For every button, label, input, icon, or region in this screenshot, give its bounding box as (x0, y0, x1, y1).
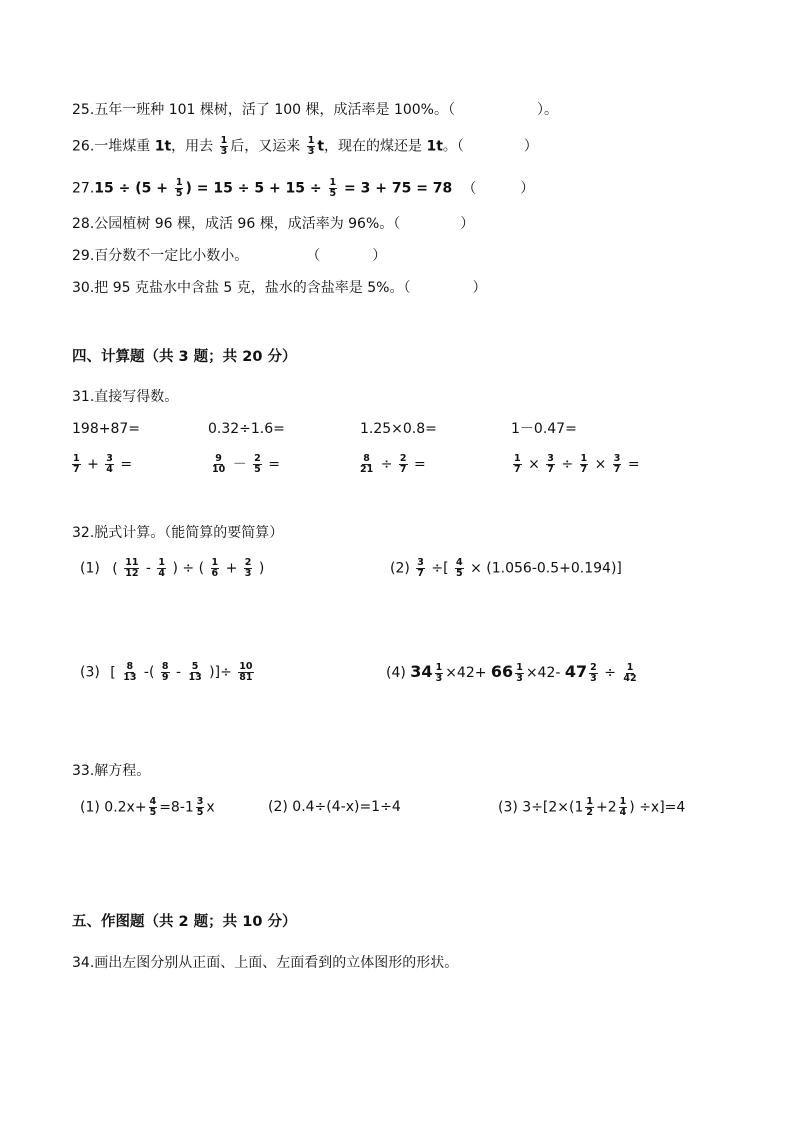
fraction: $\frac{1}{3}$ (435, 661, 443, 684)
question-text: 后，又运来 (230, 138, 305, 155)
fraction: $\frac{2}{5}$ (254, 453, 261, 475)
answer-close: ） (520, 180, 535, 197)
answer-open: （ (306, 248, 321, 264)
question-31-title: 31.直接写得数。 (72, 389, 179, 405)
fraction: $\frac{3}{4}$ (106, 453, 113, 475)
answer-close: ） (372, 248, 387, 264)
fraction: $\frac{1}{5}$ (175, 177, 183, 199)
question-33-title: 33.解方程。 (72, 763, 151, 779)
fraction: $\frac{9}{10}$ (212, 453, 226, 475)
question-26 (72, 136, 538, 157)
fraction: $\frac{1}{7}$ (73, 453, 80, 475)
answer-close: ）。 (536, 102, 558, 118)
quantity: 1t (154, 138, 172, 155)
fraction: $\frac{4}{5}$ (149, 796, 157, 818)
question-text: 26.一堆煤重 (72, 138, 155, 155)
expression: = 3 + 75 = 78 (339, 180, 453, 197)
problem-32-2: (2) $\frac{3}{7}$ ÷[ $\frac{4}{5}$ × (1.056-0.5+0.194)] (390, 557, 622, 579)
fraction: $\frac{1}{6}$ (211, 557, 219, 579)
fraction: $\frac{2}{3}$ (590, 661, 597, 684)
question-text: 29.百分数不一定比小数小。 (72, 248, 249, 264)
question-32-title: 32.脱式计算。（能简算的要简算） (72, 525, 284, 541)
calc-item: $\frac{8}{21}$ ÷ $\frac{2}{7}$ = (360, 453, 426, 475)
fraction: $\frac{3}{7}$ (613, 453, 621, 475)
question-number: 27. (72, 180, 95, 197)
answer-open: （ (462, 180, 477, 197)
problem-32-3: (3) [ $\frac{8}{13}$ -( $\frac{8}{9}$ - $\frac{5}{13}$ )]÷ $\frac{10}{81}$ (80, 661, 253, 683)
fraction: $\frac{5}{13}$ (188, 661, 202, 683)
fraction: $\frac{1}{42}$ (623, 661, 637, 684)
question-text: 28.公园植树 96 棵，成活 96 棵，成活率为 96%。（ (72, 216, 401, 232)
fraction: $\frac{4}{5}$ (456, 557, 463, 579)
fraction: $\frac{3}{7}$ (417, 557, 424, 579)
problem-32-1: (1) ( $\frac{11}{12}$ - $\frac{1}{4}$ ) ÷ ( $\frac{1}{6}$ + $\frac{2}{3}$ ) (80, 557, 265, 579)
question-text: 。（ (442, 138, 464, 155)
question-34: 34.画出左图分别从正面、上面、左面看到的立体图形的形状。 (72, 955, 459, 971)
unit: t (317, 138, 325, 155)
question-28 (72, 214, 474, 234)
question-text: 25.五年一班种 101 棵树，活了 100 棵，成活率是 100%。（ (72, 102, 455, 118)
question-29 (72, 246, 386, 266)
fraction: $\frac{1}{3}$ (516, 661, 523, 684)
calc-item: 1.25×0.8= (360, 421, 437, 437)
question-text: 30.把 95 克盐水中含盐 5 克，盐水的含盐率是 5%。（ (72, 280, 411, 296)
fraction: $\frac{1}{4}$ (619, 796, 627, 818)
question-text: ，现在的煤还是 (324, 138, 427, 155)
question-25 (72, 100, 558, 120)
expression: ) = 15 ÷ 5 + 15 ÷ (185, 180, 327, 197)
answer-close: ） (460, 216, 475, 232)
section-heading: 五、作图题（共 2 题；共 10 分） (72, 914, 297, 930)
quantity: 1t (426, 138, 443, 155)
calc-item: 1－0.47= (511, 421, 577, 437)
question-30 (72, 278, 486, 298)
calc-item: $\frac{1}{7}$ × $\frac{3}{7}$ ÷ $\frac{1}{7}$ × $\frac{3}{7}$ = (514, 453, 640, 475)
fraction: $\frac{3}{7}$ (547, 453, 554, 475)
question-text: ，用去 (171, 138, 218, 155)
calc-item: $\frac{1}{7}$ + $\frac{3}{4}$ = (73, 453, 133, 475)
fraction: $\frac{10}{81}$ (239, 661, 253, 683)
fraction: $\frac{1}{5}$ (329, 177, 337, 199)
answer-close: ） (523, 138, 538, 155)
fraction: $\frac{1}{7}$ (580, 453, 588, 475)
equation-2: (2) 0.4÷(4-x)=1÷4 (268, 799, 401, 815)
fraction: $\frac{1}{4}$ (158, 557, 166, 579)
calc-item: 198+87= (72, 421, 140, 437)
fraction: $\frac{2}{7}$ (399, 453, 407, 475)
fraction: $\frac{1}{3}$ (307, 135, 315, 157)
problem-32-4: (4) 34 $\frac{1}{3}$ ×42+ 66 $\frac{1}{3}$ ×42- 47 $\frac{2}{3}$ ÷ $\frac{1}{42}$ (386, 661, 637, 684)
fraction: $\frac{11}{12}$ (125, 557, 139, 579)
fraction: $\frac{3}{5}$ (196, 796, 204, 818)
question-27 (72, 178, 534, 199)
calc-item: $\frac{9}{10}$ － $\frac{2}{5}$ = (212, 453, 280, 475)
equation-3: (3) 3÷[2×(1 $\frac{1}{2}$ +2 $\frac{1}{4}$ ) ÷x]=4 (498, 796, 686, 818)
fraction: $\frac{8}{9}$ (161, 661, 169, 683)
fraction: $\frac{2}{3}$ (244, 557, 252, 579)
fraction: $\frac{8}{21}$ (360, 453, 374, 475)
answer-close: ） (472, 280, 487, 296)
fraction: $\frac{8}{13}$ (123, 661, 137, 683)
fraction: $\frac{1}{7}$ (514, 453, 521, 475)
expression: 15 ÷ (5 + (94, 180, 173, 197)
equation-1: (1) 0.2x+ $\frac{4}{5}$ =8-1 $\frac{3}{5}$ x (80, 796, 215, 818)
section-heading: 四、计算题（共 3 题；共 20 分） (72, 349, 297, 365)
calc-item: 0.32÷1.6= (208, 421, 285, 437)
fraction: $\frac{1}{2}$ (586, 796, 594, 818)
fraction: $\frac{1}{3}$ (220, 135, 228, 157)
